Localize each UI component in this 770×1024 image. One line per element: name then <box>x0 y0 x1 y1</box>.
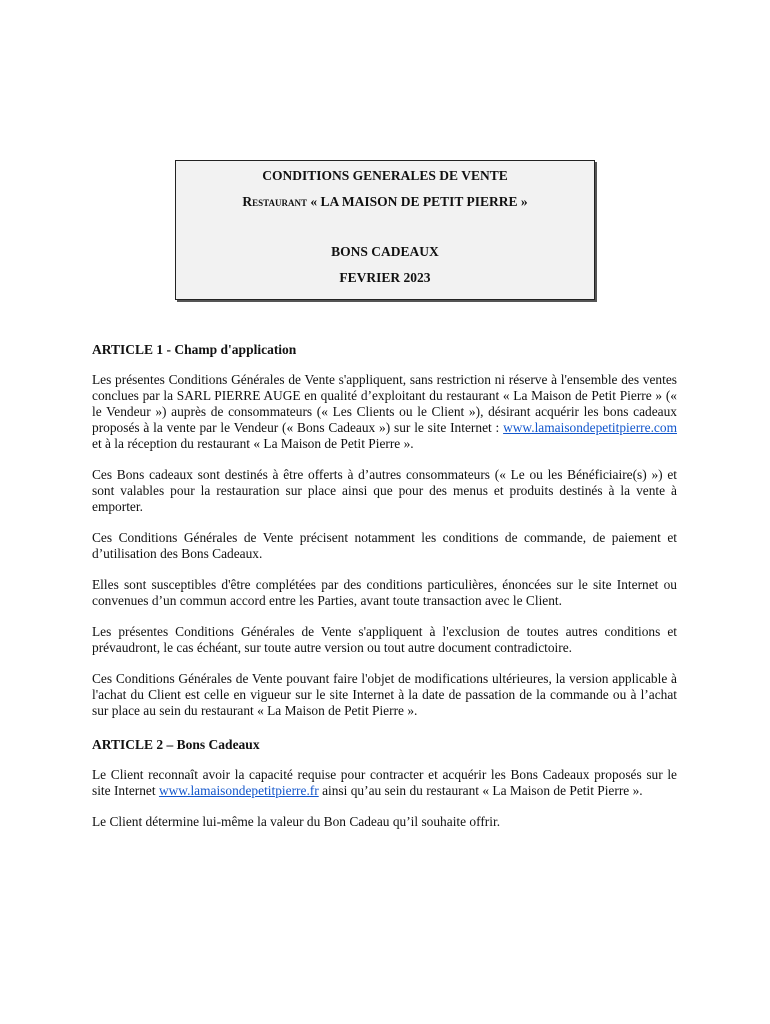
article-1-paragraph-6: Ces Conditions Générales de Vente pouvant faire l'objet de modifications ultérieures, la version applicable à l'achat du Client est celle en vigueur sur le site Internet à la date de passation de la commande ou à l’achat sur place au sein du restaurant « La Maison de Petit Pierre ». <box>92 671 677 718</box>
article-1-title: ARTICLE 1 - Champ d'application <box>92 342 297 357</box>
website-link-com[interactable]: www.lamaisondepetitpierre.com <box>503 420 677 435</box>
website-link-fr[interactable]: www.lamaisondepetitpierre.fr <box>158 783 319 798</box>
article-1-paragraph-1 <box>92 372 677 452</box>
article-2-paragraph-1 <box>92 767 677 799</box>
title-box <box>175 160 595 300</box>
article-1-paragraph-3: Ces Conditions Générales de Vente précisent notamment les conditions de commande, de paiement et d’utilisation des Bons Cadeaux. <box>92 530 677 561</box>
article-2-title: ARTICLE 2 – Bons Cadeaux <box>92 737 260 752</box>
paragraph-text: Les présentes Conditions Générales de Vente s'appliquent, sans restriction ni réserve à l'ensemble des ventes conclues par la SARL PIERRE AUGE en qualité d’exploitant du restaurant « La Maison de Petit Pierre » (« le Vendeur ») auprès de consommateurs (« Les Clients ou le Client »), désirant acquérir les bons cadeaux proposés à la vente par le Vendeur (« Bons Cadeaux ») sur le site Internet : <box>92 372 677 435</box>
article-2-paragraph-2: Le Client détermine lui-même la valeur du Bon Cadeau qu’il souhaite offrir. <box>92 814 501 829</box>
article-1-paragraph-5: Les présentes Conditions Générales de Vente s'appliquent à l'exclusion de toutes autres conditions et prévaudront, le cas échéant, sur toute autre version ou tout autre document contradictoire. <box>92 624 677 655</box>
paragraph-text: Le Client reconnaît avoir la capacité requise pour contracter et acquérir les Bons Cadeaux proposés sur le site Internet <box>92 767 677 798</box>
article-1-paragraph-2: Ces Bons cadeaux sont destinés à être offerts à d’autres consommateurs (« Le ou les Bénéficiaire(s) ») et sont valables pour la restauration sur place ainsi que pour des menus et produits destinés à la vente à emporter. <box>92 467 677 514</box>
document-body <box>92 342 677 845</box>
document-date: FEVRIER 2023 <box>339 270 431 285</box>
document-title: CONDITIONS GENERALES DE VENTE <box>262 168 508 183</box>
paragraph-text: ainsi qu’au sein du restaurant « La Maison de Petit Pierre ». <box>322 783 643 798</box>
document-subject: BONS CADEAUX <box>331 244 439 259</box>
article-1-paragraph-4: Elles sont susceptibles d'être complétées par des conditions particulières, énoncées sur le site Internet ou convenues d’un commun accord entre les Parties, avant toute transaction avec le Client. <box>92 577 677 608</box>
paragraph-text: et à la réception du restaurant « La Maison de Petit Pierre ». <box>92 436 414 451</box>
restaurant-line <box>176 194 594 210</box>
restaurant-name: « LA MAISON DE PETIT PIERRE » <box>310 194 528 209</box>
restaurant-label: Restaurant <box>242 194 307 209</box>
